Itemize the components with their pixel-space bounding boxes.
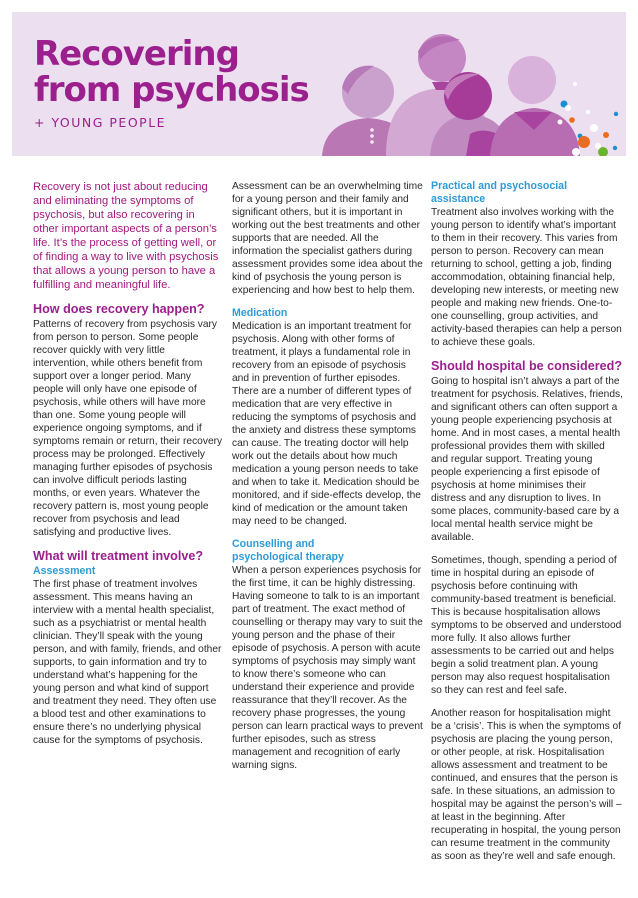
subheading-medication: Medication [232,307,288,319]
practical-paragraph: Treatment also involves working with the young person to identify what’s important to them in their recovery. This varies from person to person. Recovery can mean returning to school, getting a job, finding accommodation, obtaining financial help, developing new interests, or meeting new people and making new friends. One-to-one counselling, group activities, and activity-based therapies can help a person to achieve these goals. [431,207,622,348]
column-2 [232,180,424,782]
subheading-practical-assistance: Practical and psychosocial assistance [431,180,568,205]
medication-paragraph: Medication is an important treatment for psychosis. Along with other forms of treatment, it plays a fundamental role in recovery from an episode of psychosis and in prevention of further episodes. There are a number of different types of medication that are very effective in reducing the symptoms of psychosis and the anxiety and distress these symptoms can cause. The treating doctor will help work out the details about how much medication a young person needs to take and when to take it. Medication should be monitored, and if side-effects develop, the kind of medication or the amount taken may need to be changed. [232,321,421,527]
intro-text: Recovery is not just about reducing and eliminating the symptoms of psychosis, but also recovering in other important aspects of a person’s life. It’s the process of getting well, or of finding a way to live with psychosis that allows a young person to have a fulfilling and meaningful life. [33,181,219,291]
recovery-paragraph: Patterns of recovery from psychosis vary from person to person. Some people recover quickly with very little intervention, while others benefit from support over a longer period. Many people will only have one episode of psychosis, while others will have more than one. Some young people will experience ongoing symptoms, and if symptoms remain or return, their recovery process may be prolonged. Effectively managing further episodes of psychosis can involve difficult periods lasting months, or even years. Whatever the recovery pattern is, most young people recover from psychosis and lead satisfying and productive lives. [33,319,223,538]
counselling-heading-line-2: psychological therapy [232,551,344,563]
subheading-counselling [232,538,424,564]
people-group-illustration [320,12,626,156]
column-1 [33,180,223,757]
title-line-1: Recovering [34,34,239,74]
heading-how-does-recovery-happen: How does recovery happen? [33,302,205,316]
counselling-heading-line-1: Counselling and [232,538,315,550]
page-title [34,36,309,108]
heading-should-hospital-be-considered: Should hospital be considered? [431,359,623,373]
subheading-assessment: Assessment [33,565,96,577]
column-3 [431,180,623,873]
heading-what-will-treatment-involve: What will treatment involve? [33,549,204,563]
hospital-paragraph-3: Another reason for hospitalisation might be a ‘crisis’. This is when the symptoms of psychosis are placing the young person, or other people, at risk. Hospitalisation allows assessment and treatment to be continued, and ensures that the person is safe. In these situations, an admission to hospital may be against the person’s will – at least in the beginning. After recuperating in hospital, the young person can resume treatment in the community as soon as they’re well and safe enough. [431,708,622,862]
hospital-paragraph-2: Sometimes, though, spending a period of time in hospital during an episode of psychosis before continuing with community-based treatment is beneficial. This is because hospitalisation allows symptoms to be observed and understood more fully. It also allows further assessments to be carried out and helps begin a solid treatment plan. A young person may also request hospitalisation so they can rest and feel safe. [431,555,622,696]
hospital-paragraph-1: Going to hospital isn’t always a part of the treatment for psychosis. Relatives, friends, and significant others can often support a young people experiencing psychosis at home. And in most cases, a mental health professional provides them with skilled and regular support. Treating young people experiencing a first episode of psychosis at home minimises their distress and any disruption to lives. In some places, community-based care by a local mental health service might be available. [431,376,623,543]
title-line-2: from psychosis [34,70,309,110]
counselling-paragraph: When a person experiences psychosis for the first time, it can be highly distressing. Having someone to talk to is an important part of treatment. The exact method of counselling or therapy may vary to suit the young person and the phase of their episode of psychosis. A person with acute symptoms of psychosis may simply want to know there’s someone who can understand their experience and provide reassurance that they’ll recover. As the recovery phase progresses, the young person can learn practical ways to prevent further episodes, such as stress management and recognition of early warning signs. [232,565,423,771]
assessment-continued-paragraph: Assessment can be an overwhelming time for a young person and their family and significant others, but it is important in working out the best treatments and other supports that are needed. All the information the specialist gathers during assessment provides some idea about the kind of psychosis the young person is experiencing and how best to help them. [232,181,423,296]
assessment-paragraph: The first phase of treatment involves assessment. This means having an interview with a mental health specialist, such as a psychiatrist or mental health clinician. They’ll speak with the young person, and with family, friends, and other supports, to gain information and try to understand what’s happening for the young person and what kind of support and treatment they need. They often use a blood test and other examinations to ensure there’s no underlying physical cause for the symptoms of psychosis. [33,579,222,746]
header-banner [12,12,626,156]
page-subtitle: + YOUNG PEOPLE [34,115,167,130]
